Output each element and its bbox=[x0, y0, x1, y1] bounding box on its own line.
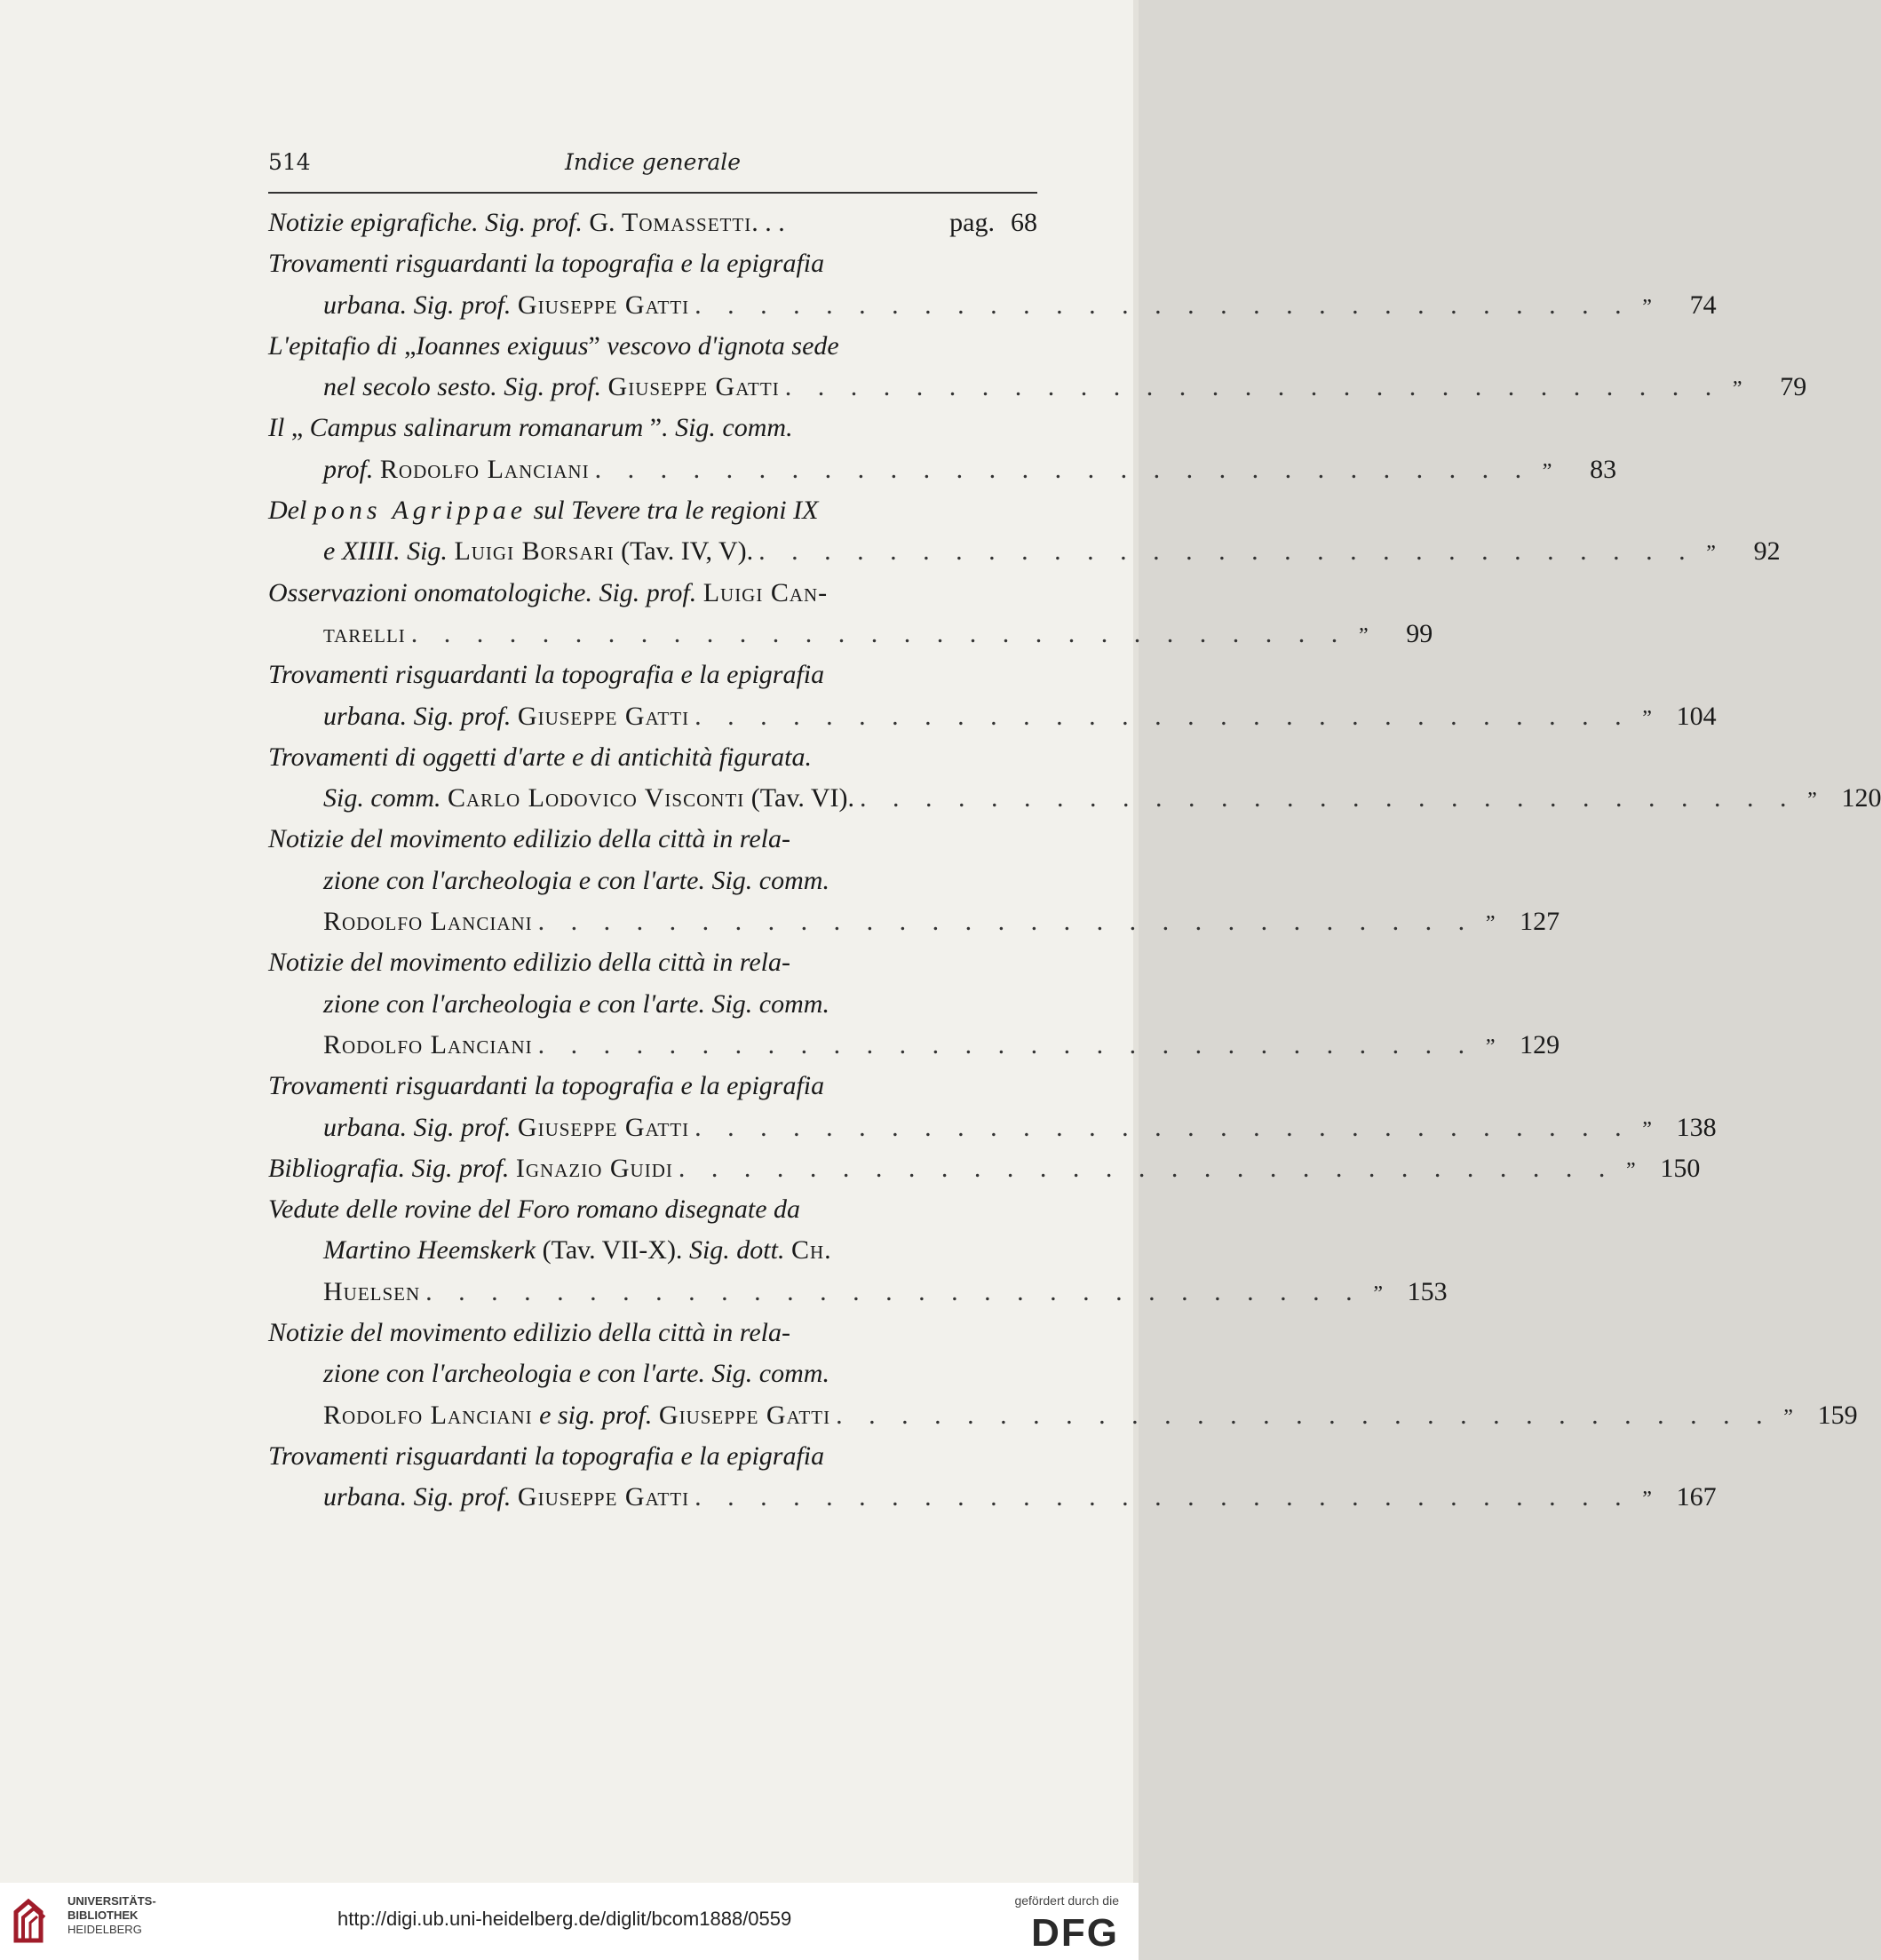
entry-line bbox=[268, 243, 1037, 284]
author-name: Ch. bbox=[790, 1235, 832, 1266]
index-entry bbox=[268, 1436, 1717, 1519]
library-name bbox=[67, 1894, 156, 1937]
entry-text bbox=[268, 578, 828, 607]
author-name: Giuseppe Gatti bbox=[607, 372, 780, 402]
index-entry bbox=[268, 1189, 1448, 1313]
author-name: Rodolfo Lanciani bbox=[379, 454, 590, 484]
index-entry bbox=[268, 408, 1617, 490]
entry-line bbox=[268, 1395, 1858, 1436]
author-name: Carlo Lodovico Visconti bbox=[447, 783, 745, 813]
entry-line bbox=[268, 696, 1717, 737]
leader-dots: . . . . . . . . . . . . . . . . . . . . . . . . . . . . . bbox=[694, 1112, 1631, 1142]
leader-dots: . . . . . . . . . . . . . . . . . . . . . . . . . . . . . bbox=[758, 536, 1695, 567]
plate-reference: (Tav. VII-X). bbox=[536, 1235, 683, 1266]
entry-text bbox=[268, 1071, 824, 1100]
entry-text bbox=[323, 696, 689, 737]
entry-title: urbana. Sig. prof. bbox=[323, 290, 512, 320]
entry-line bbox=[268, 819, 1037, 860]
entry-title: Trovamenti risguardanti la topografia e la epigrafia bbox=[268, 249, 825, 279]
page-ref: 150 bbox=[1660, 1153, 1701, 1183]
entry-line bbox=[268, 1148, 1701, 1189]
index-entry bbox=[268, 819, 1560, 942]
entry-title: Notizie del movimento edilizio della città in rela- bbox=[268, 824, 790, 854]
index-entry bbox=[268, 326, 1807, 409]
entry-line bbox=[268, 573, 1037, 614]
entry-text bbox=[323, 285, 689, 326]
entry-title: zione con l'archeologia e con l'arte. Sig. comm. bbox=[323, 865, 829, 895]
entry-text bbox=[268, 249, 824, 278]
entry-title: zione con l'archeologia e con l'arte. Sig. comm. bbox=[323, 988, 829, 1019]
ditto-mark: ” bbox=[1642, 295, 1652, 319]
author-name: Luigi Can- bbox=[702, 577, 829, 607]
author-name: Rodolfo Lanciani bbox=[323, 907, 533, 937]
entry-line bbox=[268, 202, 1037, 243]
entry-text bbox=[323, 1477, 689, 1518]
entry-text bbox=[268, 1441, 824, 1471]
entry-title: Osservazioni onomatologiche. Sig. prof. bbox=[268, 577, 697, 607]
open-quote: „ bbox=[404, 330, 417, 361]
entry-text bbox=[323, 1359, 829, 1388]
page-ref: 159 bbox=[1817, 1400, 1858, 1430]
leader-dots: . . . . . . . . . . . . . . . . . . . . . . . . . . . . . bbox=[594, 454, 1532, 484]
entry-text bbox=[323, 778, 854, 819]
entry-text bbox=[323, 866, 829, 895]
ditto-mark: ” bbox=[1642, 1488, 1652, 1512]
leader-dots: . . . . . . . . . . . . . . . . . . . . . . . . . . . . . bbox=[784, 372, 1722, 402]
entry-title: Trovamenti risguardanti la topografia e la epigrafia bbox=[268, 1440, 825, 1471]
entry-line bbox=[268, 1189, 1037, 1230]
entry-line bbox=[268, 737, 1037, 778]
index-entry bbox=[268, 1148, 1701, 1189]
entry-title: urbana. Sig. prof. bbox=[323, 1112, 512, 1142]
page-ref: 83 bbox=[1590, 454, 1617, 484]
entry-line bbox=[268, 778, 1881, 819]
entry-text bbox=[323, 1025, 533, 1066]
entry-line bbox=[268, 1066, 1037, 1107]
entry-title: Ioannes exiguus bbox=[416, 330, 589, 361]
entry-text bbox=[323, 367, 780, 408]
index-entry bbox=[268, 1313, 1858, 1436]
page-ref: 104 bbox=[1676, 701, 1717, 731]
entry-text bbox=[323, 1272, 420, 1313]
entry-line bbox=[268, 1477, 1717, 1518]
entry-line bbox=[268, 1272, 1448, 1313]
leader-dots: . . . . . . . . . . . . . . . . . . . . . . . . . . . . . bbox=[836, 1400, 1773, 1430]
entry-line bbox=[268, 984, 1037, 1025]
entry-title: nel secolo sesto. Sig. prof. bbox=[323, 372, 602, 402]
entry-line bbox=[268, 942, 1037, 983]
page-ref: 79 bbox=[1780, 372, 1807, 402]
entry-title-spaced: pons Agrippae bbox=[313, 496, 528, 526]
index-entry bbox=[268, 202, 1037, 243]
entry-text bbox=[268, 948, 790, 977]
entry-title: Notizie epigrafiche. Sig. prof. bbox=[268, 208, 583, 237]
leader-dots: . . . . . . . . . . . . . . . . . . . . . . . . . . . . . bbox=[537, 907, 1475, 937]
author-name: Huelsen bbox=[323, 1276, 421, 1306]
index-entry bbox=[268, 490, 1781, 573]
author-name: Giuseppe Gatti bbox=[517, 1112, 690, 1142]
entry-line bbox=[268, 1025, 1560, 1066]
leader-dots: . . . . . . . . . . . . . . . . . . . . . . . . . . . . . bbox=[410, 618, 1348, 648]
ditto-mark: ” bbox=[1358, 623, 1369, 647]
dfg-logo[interactable]: DFG bbox=[1031, 1911, 1119, 1955]
entry-title: Campus salinarum romanarum bbox=[303, 413, 650, 443]
ditto-mark: ” bbox=[1642, 706, 1652, 730]
permalink-url[interactable]: http://digi.ub.uni-heidelberg.de/diglit/bcom1888/0559 bbox=[337, 1908, 792, 1930]
running-title: Indice generale bbox=[564, 149, 742, 175]
entry-title: prof. bbox=[323, 454, 374, 484]
ditto-mark: ” bbox=[1485, 1035, 1496, 1059]
library-line-3: HEIDELBERG bbox=[67, 1923, 142, 1936]
entry-text bbox=[268, 1148, 673, 1189]
entry-text bbox=[323, 1235, 832, 1265]
index-entry bbox=[268, 737, 1881, 820]
leader-dots: . . . . . . . . . . . . . . . . . . . . . . . . . . . . . bbox=[694, 701, 1631, 731]
page-ref: 99 bbox=[1406, 618, 1433, 648]
entry-text bbox=[268, 660, 824, 689]
author-name: Rodolfo Lanciani bbox=[323, 1029, 533, 1059]
open-quote: „ bbox=[290, 413, 304, 443]
entry-title: Del bbox=[268, 496, 314, 526]
entry-text bbox=[268, 1318, 790, 1347]
plate-reference: (Tav. VI). bbox=[744, 783, 854, 813]
index-entries bbox=[268, 202, 1881, 1519]
page-ref: 167 bbox=[1676, 1482, 1717, 1512]
entry-text bbox=[323, 901, 533, 942]
ditto-mark: ” bbox=[1706, 542, 1716, 566]
leader-dots: . . . . . . . . . . . . . . . . . . . . . . . . . . . . . bbox=[859, 783, 1797, 813]
funding-text: gefördert durch die bbox=[1014, 1893, 1119, 1908]
running-header bbox=[268, 149, 1037, 185]
page-number: 514 bbox=[268, 149, 311, 175]
page-ref: 120 bbox=[1841, 783, 1881, 813]
entry-text bbox=[268, 331, 839, 361]
entry-title: urbana. Sig. prof. bbox=[323, 1482, 512, 1512]
index-entry bbox=[268, 942, 1560, 1066]
entry-line bbox=[268, 531, 1781, 572]
entry-text bbox=[323, 989, 829, 1019]
entry-title: Notizie del movimento edilizio della città in rela- bbox=[268, 1318, 790, 1348]
entry-text bbox=[323, 449, 590, 490]
entry-line bbox=[268, 326, 1037, 367]
index-entry bbox=[268, 243, 1717, 326]
entry-text bbox=[268, 496, 818, 525]
author-name: Giuseppe Gatti bbox=[658, 1400, 831, 1430]
plate-reference: (Tav. IV, V). bbox=[614, 536, 754, 567]
leader-dots: . . . . . . . . . . . . . . . . . . . . . . . . . . . . . bbox=[694, 1482, 1631, 1512]
entry-title: urbana. Sig. prof. bbox=[323, 701, 512, 731]
entry-line bbox=[268, 285, 1717, 326]
author-initial: G. bbox=[582, 208, 623, 237]
entry-line bbox=[268, 1107, 1717, 1148]
close-quote: ” bbox=[649, 413, 663, 443]
page-ref: 68 bbox=[1011, 208, 1037, 237]
leader-dots: . . . . . . . . . . . . . . . . . . . . . . . . . . . . . bbox=[425, 1276, 1362, 1306]
entry-title: zione con l'archeologia e con l'arte. Sig. comm. bbox=[323, 1359, 829, 1389]
entry-text bbox=[268, 824, 790, 853]
entry-title: sul Tevere tra le regioni IX bbox=[527, 496, 819, 526]
page-ref: 127 bbox=[1520, 907, 1560, 937]
entry-title: Sig. dott. bbox=[682, 1235, 785, 1266]
index-entry bbox=[268, 1066, 1717, 1148]
library-logo-icon[interactable] bbox=[11, 1894, 64, 1946]
pag-label: pag. bbox=[949, 208, 995, 237]
entry-line bbox=[268, 490, 1037, 531]
entry-text bbox=[323, 531, 753, 572]
ditto-mark: ” bbox=[1642, 1117, 1652, 1141]
author-name: tarelli bbox=[323, 618, 406, 648]
entry-title: e XIIII. Sig. bbox=[323, 536, 448, 567]
entry-title: Vedute delle rovine del Foro romano disegnate da bbox=[268, 1194, 801, 1225]
entry-line bbox=[268, 1436, 1037, 1477]
page-ref: 129 bbox=[1520, 1029, 1560, 1059]
author-name: Giuseppe Gatti bbox=[517, 701, 690, 731]
entry-text bbox=[268, 413, 793, 442]
close-quote: ” bbox=[588, 330, 600, 361]
page-ref: 74 bbox=[1689, 290, 1717, 320]
entry-line bbox=[268, 901, 1560, 942]
entry-title: L'epitafio di bbox=[268, 330, 405, 361]
ditto-mark: ” bbox=[1783, 1405, 1793, 1429]
author-name: Rodolfo Lanciani bbox=[323, 1400, 533, 1430]
entry-line bbox=[268, 1230, 1037, 1271]
library-line-2: BIBLIOTHEK bbox=[67, 1908, 139, 1922]
entry-title: e sig. prof. bbox=[532, 1400, 653, 1430]
library-line-1: UNIVERSITÄTS- bbox=[67, 1894, 156, 1908]
leader-dots: . . . . . . . . . . . . . . . . . . . . . . . . . . . . . bbox=[694, 290, 1631, 320]
leader-dots: . . . . . . . . . . . . . . . . . . . . . . . . . . . . . bbox=[537, 1029, 1475, 1059]
author-name: Luigi Borsari bbox=[454, 536, 615, 567]
entry-line bbox=[268, 655, 1037, 695]
entry-title: Trovamenti di oggetti d'arte e di antichità figurata. bbox=[268, 742, 812, 772]
ditto-mark: ” bbox=[1485, 912, 1496, 936]
entry-title: vescovo d'ignota sede bbox=[599, 330, 839, 361]
entry-text bbox=[268, 742, 812, 772]
entry-title: Sig. comm. bbox=[323, 783, 441, 813]
ditto-mark: ” bbox=[1807, 789, 1817, 813]
entry-line bbox=[268, 614, 1433, 655]
entry-line bbox=[268, 408, 1037, 448]
entry-text bbox=[268, 202, 785, 243]
entry-title: Trovamenti risguardanti la topografia e la epigrafia bbox=[268, 1071, 825, 1101]
index-entry bbox=[268, 573, 1433, 655]
index-entry bbox=[268, 655, 1717, 737]
entry-text bbox=[323, 614, 406, 655]
author-name: Tomassetti bbox=[622, 208, 752, 237]
author-name: Giuseppe Gatti bbox=[517, 1482, 690, 1512]
entry-line bbox=[268, 367, 1807, 408]
page-ref: 92 bbox=[1753, 536, 1781, 567]
entry-line bbox=[268, 449, 1617, 490]
entry-text bbox=[268, 1194, 800, 1224]
leader-dots: . . . bbox=[751, 208, 785, 237]
ditto-mark: ” bbox=[1732, 377, 1742, 401]
entry-line bbox=[268, 1353, 1037, 1394]
entry-line bbox=[268, 1313, 1037, 1353]
leader-dots: . . . . . . . . . . . . . . . . . . . . . . . . . . . . . bbox=[678, 1153, 1615, 1183]
entry-line bbox=[268, 861, 1037, 901]
entry-title: . Sig. comm. bbox=[662, 413, 793, 443]
entry-title: Trovamenti risguardanti la topografia e la epigrafia bbox=[268, 660, 825, 690]
entry-text bbox=[323, 1107, 689, 1148]
author-name: Giuseppe Gatti bbox=[517, 290, 690, 320]
entry-title: Il bbox=[268, 413, 291, 443]
page-ref: 138 bbox=[1676, 1112, 1717, 1142]
header-rule bbox=[268, 192, 1037, 194]
entry-title: Notizie del movimento edilizio della città in rela- bbox=[268, 948, 790, 978]
ditto-mark: ” bbox=[1626, 1158, 1636, 1182]
ditto-mark: ” bbox=[1542, 459, 1552, 483]
entry-title: Bibliografia. Sig. prof. bbox=[268, 1153, 510, 1183]
page-ref: 153 bbox=[1407, 1276, 1448, 1306]
ditto-mark: ” bbox=[1373, 1282, 1383, 1305]
entry-title: Martino Heemskerk bbox=[323, 1235, 536, 1266]
author-name: Ignazio Guidi bbox=[515, 1153, 673, 1183]
entry-text bbox=[323, 1395, 830, 1436]
